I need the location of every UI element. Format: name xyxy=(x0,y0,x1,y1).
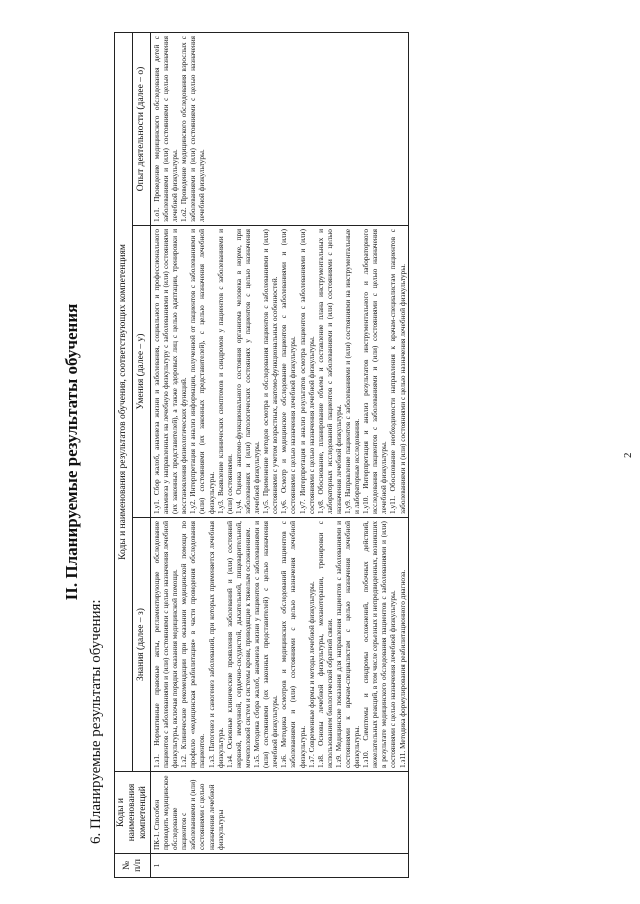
outcome-item: 1.у5. Применение методов осмотра и обследования пациентов с заболеваниями и (или) состояниями с учетом возрастных, анатомо-функциональных особенностей. xyxy=(261,229,280,514)
outcome-item: 1.о1. Проведение медицинского обследования детей с заболеваниями и (или) состояниями с целью назначения лечебной физкультуры. xyxy=(152,35,180,222)
outcome-item: 1.з11. Методика формулирования реабилитационного диагноза. xyxy=(397,569,407,768)
outcome-item: 1.у8. Обоснование, планирование объема и составление плана инструментальных и лабораторных исследований пациентов с заболеваниями и (или) состояниями с целью назначения лечебной физкультуры. xyxy=(315,229,343,514)
outcome-item: 1.з5. Методика сбора жалоб, анамнеза жизни у пациентов с заболеваниями и (или) состояниями (их законных представителей) с целью назначения лечебной физкультуры. xyxy=(252,521,280,768)
outcome-item: 1.у9. Направление пациентов с заболеваниями и (или) состояниями на инструментальные и лабораторные исследования. xyxy=(342,229,362,514)
outcome-item: 1.з6. Методика осмотров и медицинских обследований пациентов с заболеваниями и (или) состояниями с целью назначения лечебной физкультуры. xyxy=(279,521,307,768)
row-number: 1 xyxy=(151,854,409,878)
outcome-item: 1.з2. Клинические рекомендации при оказании медицинской помощи по профилю «медицинская реабилитация» в части проведения обследования пациентов. xyxy=(179,521,207,768)
table-row xyxy=(151,32,409,877)
outcome-item: 1.з8. Основы лечебной физкультуры, механотерапии, тренировки с использованием биологической обратной связи. xyxy=(315,521,334,768)
header-number: № п/п xyxy=(115,854,151,878)
outcome-item: 1.у11. Обоснование необходимости направления к врачам-специалистам пациентов с заболеваниями и (или) состояниями с целью назначения лечебной физкультуры. xyxy=(388,229,407,514)
outcome-item: 1.о2. Проведение медицинского обследования взрослых с заболеваниями и (или) состояниями с целью назначения лечебной физкультуры. xyxy=(179,35,207,222)
outcome-item: 1.з4. Основные клинические проявления заболеваний и (или) состояний нервной, иммунной, сердечно-сосудистой, дыхательной, пищеварительной, мочеполовой систем и системы крови, приводящие к тяжелым осложнениям. xyxy=(224,521,252,768)
competence-cell: ПК-1. Способен проводить медицинское обследование пациентов с заболеваниями и (или) состояниями с целью назначения лечебной физкультуры xyxy=(151,772,409,854)
experience-cell xyxy=(151,32,409,225)
outcome-item: 1.у3. Выявление клинических симптомов и синдромов у пациентов с заболеваниями и (или) состояниями. xyxy=(215,229,234,514)
outcome-item: 1.у10. Интерпретация и анализ результатов инструментального и лабораторного исследования пациентов с заболеваниями и (или) состояниями с целью назначения лечебной физкультуры. xyxy=(361,229,389,514)
outcome-item: 1.у2. Интерпретация и анализ информации, полученной от пациентов с заболеваниями и (или) состояниями (их законных представителей), с целью назначения лечебной физкультуры. xyxy=(188,229,216,514)
outcome-item: 1.у4. Оценка анатомо-функционального состояния организма человека в норме, при заболеваниях и (или) патологических состояниях у пациентов с целью назначения лечебной физкультуры. xyxy=(233,229,262,514)
header-competence-codes: Коды и наименования компетенций xyxy=(115,772,151,854)
learning-outcomes-table xyxy=(114,32,409,878)
header-skills: Умения (далее – у) xyxy=(133,226,151,518)
outcome-item: 1.у6. Осмотр и медицинское обследование пациентов с заболеваниями и (или) состояниями с целью назначения лечебной физкультуры. xyxy=(279,229,298,514)
skills-cell xyxy=(151,226,409,518)
outcome-item: 1.з3. Патогенез и саногенез заболеваний, при которых применяется лечебная физкультура. xyxy=(206,521,225,768)
table-title: 6. Планируемые результаты обучения: xyxy=(88,599,104,844)
header-experience: Опыт деятельности (далее – о) xyxy=(133,32,151,225)
section-heading: II. Планируемые результаты обучения xyxy=(62,303,81,601)
header-knowledge: Знания (далее – з) xyxy=(133,518,151,772)
outcome-item: 1.з10. Симптомы и синдромы осложнений, побочных действий, нежелательных реакций, в том числе серьезных и непредвиденных, возникших в результате медицинского обследования пациентов с заболеваниями и (или) состояниями с целью назначения лечебной физкультуры. xyxy=(361,521,398,768)
page-number: 2 xyxy=(622,452,634,458)
outcome-item: 1.у1. Сбор жалоб, анамнеза жизни и заболевания, социального и профессионального анамнеза у направленных на лечебную физкультуру с заболеваниями и (или) состояниями (их законных представителей), а также здоровых лиц с целью адаптации, тренировки и восстановления физиологических функций. xyxy=(152,229,189,514)
outcome-item: 1.з1. Нормативные правовые акты, регламентирующие обследование пациентов с заболеваниями и (или) состояниями с целью назначения лечебной физкультуры, включая порядки оказания медицинской помощи. xyxy=(152,521,180,768)
outcome-item: 1.з9. Медицинские показания для направления пациентов с заболеваниями и состояниями к врачам-специалистам с целью назначения лечебной физкультуры. xyxy=(333,521,362,768)
outcome-item: 1.з7. Современные формы и методы лечебной физкультуры. xyxy=(306,581,316,768)
outcome-item: 1.у7. Интерпретация и анализ результатов осмотра пациентов с заболеваниями и (или) состояниями с целью назначения лечебной физкультуры. xyxy=(297,229,316,514)
knowledge-cell xyxy=(151,518,409,772)
header-outcome-group: Коды и наименования результатов обучения, соответствующих компетенциям xyxy=(115,32,133,771)
